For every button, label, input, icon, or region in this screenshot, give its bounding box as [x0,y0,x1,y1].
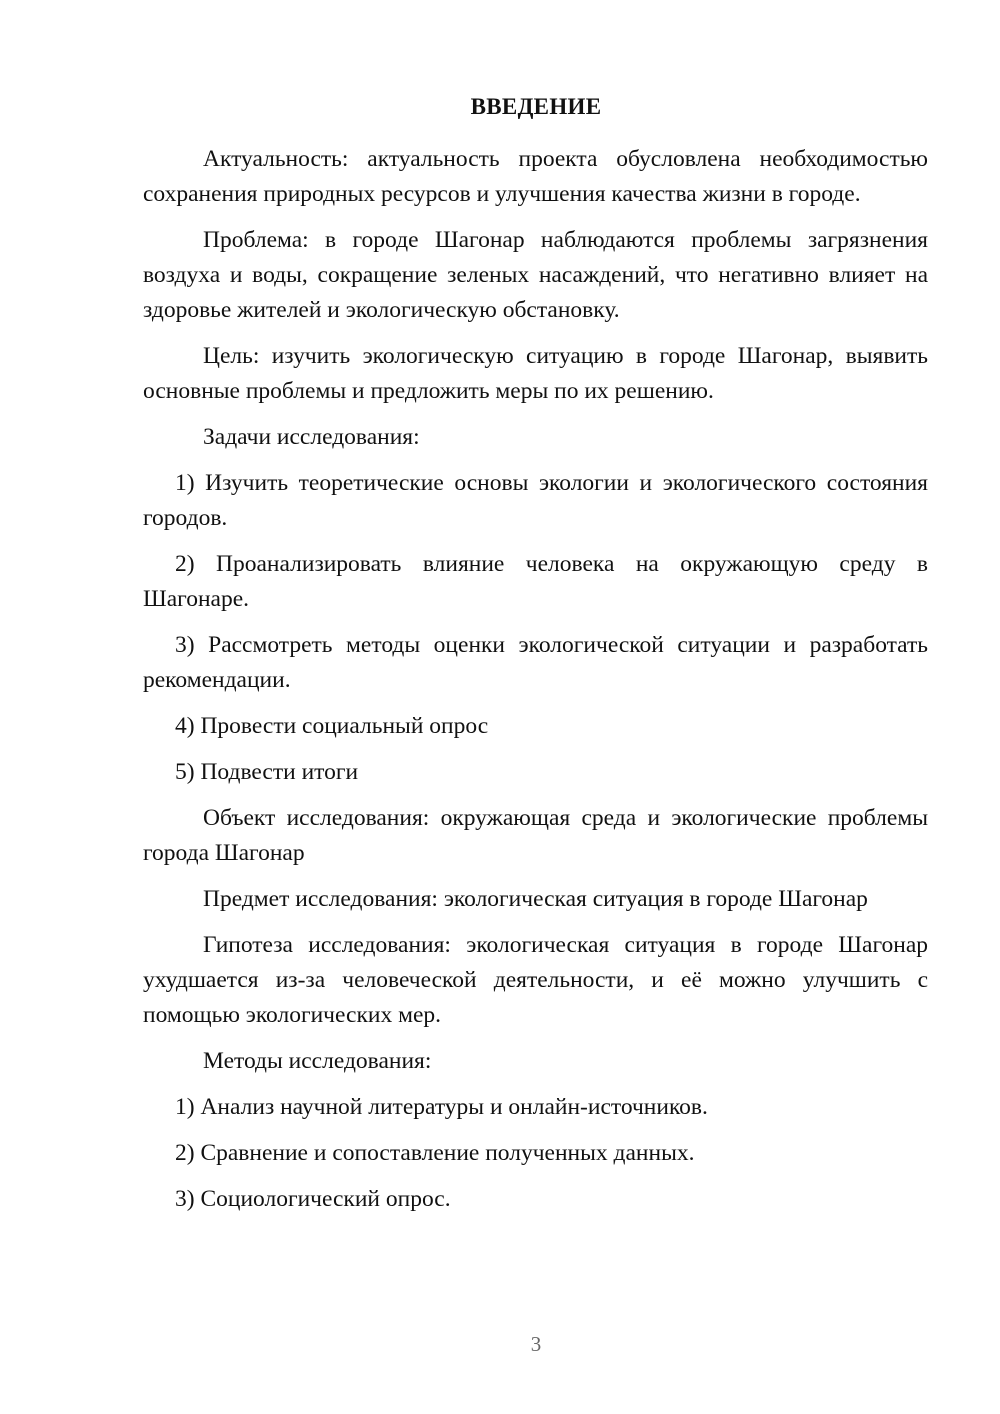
task-item-2: 2) Проанализировать влияние человека на окружающую среду в Шагонаре. [143,551,928,612]
task-item-1: 1) Изучить теоретические основы экологии и экологического состояния городов. [143,470,928,531]
methods-heading: Методы исследования: [203,1048,432,1074]
paragraph-hypothesis: Гипотеза исследования: экологическая ситуация в городе Шагонар ухудшается из-за человеческой деятельности, и её можно улучшить с помощью экологических мер. [143,932,928,1028]
page-title: ВВЕДЕНИЕ [470,94,602,119]
paragraph-goal: Цель: изучить экологическую ситуацию в городе Шагонар, выявить основные проблемы и предложить меры по их решению. [143,343,928,404]
method-item-2: 2) Сравнение и сопоставление полученных данных. [175,1140,695,1166]
task-item-3: 3) Рассмотреть методы оценки экологической ситуации и разработать рекомендации. [143,632,928,693]
page-number: 3 [530,1332,542,1356]
paragraph-object: Объект исследования: окружающая среда и экологические проблемы города Шагонар [143,805,928,866]
tasks-heading: Задачи исследования: [203,424,420,450]
method-item-3: 3) Социологический опрос. [175,1186,451,1212]
method-item-1: 1) Анализ научной литературы и онлайн-источников. [175,1094,708,1120]
paragraph-relevance: Актуальность: актуальность проекта обусловлена необходимостью сохранения природных ресурсов и улучшения качества жизни в городе. [143,146,928,207]
document-body [143,142,928,1228]
task-item-4: 4) Провести социальный опрос [175,713,489,739]
task-item-5: 5) Подвести итоги [175,759,359,785]
paragraph-subject: Предмет исследования: экологическая ситуация в городе Шагонар [203,886,868,912]
paragraph-problem: Проблема: в городе Шагонар наблюдаются проблемы загрязнения воздуха и воды, сокращение зеленых насаждений, что негативно влияет на здоровье жителей и экологическую обстановку. [143,227,928,323]
